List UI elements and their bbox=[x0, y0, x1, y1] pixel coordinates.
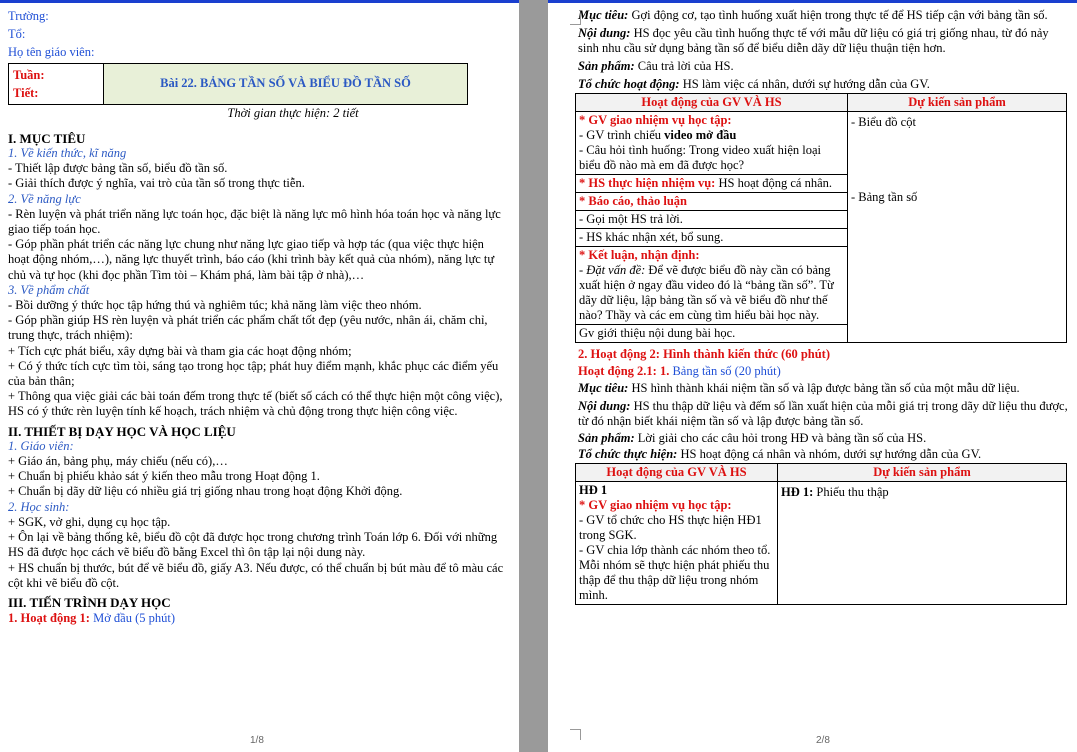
page-number: 1/8 bbox=[250, 735, 264, 746]
task-heading: * HS thực hiện nhiệm vụ: bbox=[579, 176, 716, 191]
subsection-2-1: 1. Giáo viên: bbox=[8, 438, 74, 453]
label: Tổ chức hoạt động: bbox=[578, 76, 680, 91]
table-text: Gv giới thiệu nội dung bài học. bbox=[579, 326, 736, 341]
label: Sản phẩm: bbox=[578, 431, 635, 446]
column-header: Dự kiến sản phẩm bbox=[848, 94, 1067, 112]
label: Mục tiêu: bbox=[578, 381, 629, 396]
subsection-1-1: 1. Về kiến thức, kĩ năng bbox=[8, 146, 127, 161]
section-3-heading: III. TIẾN TRÌNH DẠY HỌC bbox=[8, 594, 171, 610]
paragraph: - Bồi dưỡng ý thức học tập hứng thú và nghiêm túc; khả năng làm việc theo nhóm. bbox=[8, 298, 422, 313]
paragraph: + Giáo án, bảng phụ, máy chiếu (nếu có),… bbox=[8, 454, 228, 469]
document-page-2 bbox=[548, 0, 1077, 752]
paragraph: - Rèn luyện và phát triển năng lực toán học, đặc biệt là năng lực mô hình hóa toán học và năng lực giao tiếp toán học. bbox=[8, 206, 501, 237]
page-top-border bbox=[548, 0, 1077, 3]
text: HS đọc yêu cầu tình huống thực tế với mẫu dữ liệu có giá trị giống nhau, từ đó nảy sinh nhu cầu sử dụng bảng tần số để biểu diễn dãy dữ liệu thuận tiện hơn. bbox=[578, 26, 1049, 56]
product-paragraph bbox=[578, 59, 1068, 74]
paragraph: + HS chuẩn bị thước, bút để vẽ biểu đồ, giấy A3. Nếu được, có thể chuẩn bị bút màu để tô màu các cột khi vẽ biểu đồ cột. bbox=[8, 560, 504, 590]
text: HS hình thành khái niệm tần số và lập được bảng tần số của một mẫu dữ liệu. bbox=[628, 381, 1020, 396]
table-text: - Câu hỏi tình huống: Trong video xuất hiện loại biểu đồ nào mà em đã được học? bbox=[579, 143, 822, 173]
text: HS hoạt động cá nhân và nhóm, dưới sự hướng dẫn của GV. bbox=[677, 447, 982, 462]
organization-paragraph bbox=[578, 447, 1068, 462]
text: HS thu thập dữ liệu và đếm số lần xuất hiện của mỗi giá trị trong dãy dữ liệu thu được, từ đó nhận biết khái niệm tần số và lập được bảng tần số. bbox=[578, 398, 1068, 428]
department-label: Tổ: bbox=[8, 27, 26, 42]
paragraph: + Chuẩn bị dãy dữ liệu có nhiều giá trị giống nhau trong hoạt động Khởi động. bbox=[8, 484, 403, 499]
paragraph: + Ôn lại về bảng thống kê, biểu đồ cột đã được học trong chương trình Toán lớp 6. Đối với những HS đã được học cách vẽ biểu đồ bằng Excel thì ôn tập lại nội dung này. bbox=[8, 530, 498, 560]
subsection-1-3: 3. Về phẩm chất bbox=[8, 282, 90, 297]
expected-product: - Biểu đồ cột bbox=[851, 115, 916, 130]
crop-mark bbox=[570, 729, 581, 740]
page2-content bbox=[578, 8, 1068, 605]
product-paragraph bbox=[578, 431, 1068, 446]
activity-2-table bbox=[575, 463, 1067, 605]
text: Câu trả lời của HS. bbox=[634, 58, 734, 73]
table-text: - Đặt vấn đề: Để vẽ được biểu đồ này cần có bảng xuất hiện ở ngay đầu video đó là “bảng tần số”. Từ dãy dữ liệu, lập bảng tần số và vẽ biểu đồ như thế nào? Thầy và các em cùng tìm hiểu bài học này. bbox=[579, 263, 834, 323]
paragraph: - Góp phần phát triển các năng lực chung như năng lực giao tiếp và hợp tác (qua việc thực hiện hoạt động nhóm,…), năng lực thuyết trình, báo cáo (khi trình bày kết quả của nhóm), năng lực tự chủ và tự học (khi đọc phần Tìm tòi – Khám phá, làm bài tập ở nhà),… bbox=[8, 237, 495, 282]
table-text: - HS khác nhận xét, bổ sung. bbox=[576, 229, 847, 247]
paragraph: + Có ý thức tích cực tìm tòi, sáng tạo trong học tập; phát huy điểm mạnh, khắc phục các điểm yếu của bản thân; bbox=[8, 358, 499, 389]
table-text: - GV trình chiếu video mở đầu bbox=[579, 128, 737, 143]
activity-2-1-heading bbox=[578, 364, 1068, 379]
label: Nội dung: bbox=[578, 398, 631, 413]
page1-content bbox=[8, 8, 508, 626]
section-2-heading: II. THIẾT BỊ DẠY HỌC VÀ HỌC LIỆU bbox=[8, 423, 236, 439]
text: Gợi động cơ, tạo tình huống xuất hiện trong thực tế để HS tiếp cận với bảng tần số. bbox=[628, 8, 1048, 22]
week-label: Tuần: bbox=[13, 67, 45, 82]
text: HS làm việc cá nhân, dưới sự hướng dẫn của GV. bbox=[679, 76, 930, 91]
activity-1-table bbox=[575, 93, 1067, 343]
activity-label: HĐ 1 bbox=[579, 483, 608, 498]
paragraph: - Giải thích được ý nghĩa, vai trò của tần số trong thực tiễn. bbox=[8, 176, 305, 191]
page-number: 2/8 bbox=[816, 735, 830, 746]
lesson-duration: Thời gian thực hiện: 2 tiết bbox=[227, 105, 359, 120]
column-header: Dự kiến sản phẩm bbox=[778, 464, 1067, 482]
table-text: - Gọi một HS trả lời. bbox=[576, 211, 847, 229]
goal-paragraph bbox=[578, 8, 1068, 23]
paragraph: + Thông qua việc giải các bài toán đếm trong thực tế (biết số cách có thể thực hiện một công việc), HS có ý thức rèn luyện tính kế hoạch, trách nhiệm và chủ động trong thực hiện công việc. bbox=[8, 389, 503, 419]
paragraph: + SGK, vở ghi, dụng cụ học tập. bbox=[8, 514, 171, 529]
expected-product: HĐ 1: Phiếu thu thập bbox=[781, 485, 889, 500]
organization-paragraph bbox=[578, 77, 1068, 92]
lesson-title: Bài 22. BẢNG TẦN SỐ VÀ BIỂU ĐỒ TẦN SỐ bbox=[104, 63, 468, 104]
table-text: - GV tổ chức cho HS thực hiện HĐ1 trong SGK. bbox=[579, 513, 762, 543]
task-heading: * GV giao nhiệm vụ học tập: bbox=[579, 113, 732, 128]
text: Lời giải cho các câu hỏi trong HĐ và bảng tần số của HS. bbox=[634, 431, 927, 446]
activity-1-text: Mở đầu (5 phút) bbox=[89, 611, 176, 626]
paragraph: + Tích cực phát biểu, xây dựng bài và tham gia các hoạt động nhóm; bbox=[8, 343, 352, 358]
period-label: Tiết: bbox=[13, 85, 39, 100]
paragraph: + Chuẩn bị phiếu khảo sát ý kiến theo mẫu trong Hoạt động 1. bbox=[8, 469, 320, 484]
label: Tổ chức thực hiện: bbox=[578, 447, 678, 462]
expected-product: - Bảng tần số bbox=[851, 190, 918, 205]
task-heading: * Kết luận, nhận định: bbox=[579, 248, 700, 263]
paragraph: - Thiết lập được bảng tần số, biểu đồ tần số. bbox=[8, 161, 228, 176]
activity-1-label: 1. Hoạt động 1: bbox=[8, 611, 90, 626]
column-header: Hoạt động của GV VÀ HS bbox=[576, 464, 778, 482]
paragraph: - Góp phần giúp HS rèn luyện và phát triển các phẩm chất tốt đẹp (yêu nước, nhân ái, chăm chỉ, trung thực, trách nhiệm): bbox=[8, 313, 488, 343]
text: Bảng tần số (20 phút) bbox=[669, 364, 781, 379]
lesson-header-table bbox=[8, 63, 468, 105]
document-page-1 bbox=[0, 0, 519, 752]
content-paragraph bbox=[578, 399, 1068, 429]
table-text: HS hoạt động cá nhân. bbox=[715, 176, 832, 191]
activity-2-heading: 2. Hoạt động 2: Hình thành kiến thức (60 phút) bbox=[578, 347, 831, 362]
content-paragraph bbox=[578, 26, 1068, 56]
column-header: Hoạt động của GV VÀ HS bbox=[576, 94, 848, 112]
subsection-1-2: 2. Về năng lực bbox=[8, 191, 81, 206]
table-text: - GV chia lớp thành các nhóm theo tổ. Mỗi nhóm sẽ thực hiện phát phiếu thu thập để thu thập dữ liệu trong nhóm mình. bbox=[579, 543, 771, 603]
goal-paragraph bbox=[578, 381, 1068, 396]
school-label: Trường: bbox=[8, 9, 49, 23]
label: Sản phẩm: bbox=[578, 58, 635, 73]
activity-1-heading bbox=[8, 611, 508, 626]
crop-mark bbox=[570, 14, 581, 25]
task-heading: * GV giao nhiệm vụ học tập: bbox=[579, 498, 732, 513]
section-1-heading: I. MỤC TIÊU bbox=[8, 130, 86, 146]
task-heading: * Báo cáo, thảo luận bbox=[579, 194, 688, 209]
page-top-border bbox=[0, 0, 519, 3]
subsection-2-2: 2. Học sinh: bbox=[8, 499, 70, 514]
label: Nội dung: bbox=[578, 26, 631, 41]
label: Hoạt động 2.1: 1. bbox=[578, 364, 670, 379]
teacher-label: Họ tên giáo viên: bbox=[8, 45, 95, 60]
label: Mục tiêu: bbox=[578, 8, 629, 22]
